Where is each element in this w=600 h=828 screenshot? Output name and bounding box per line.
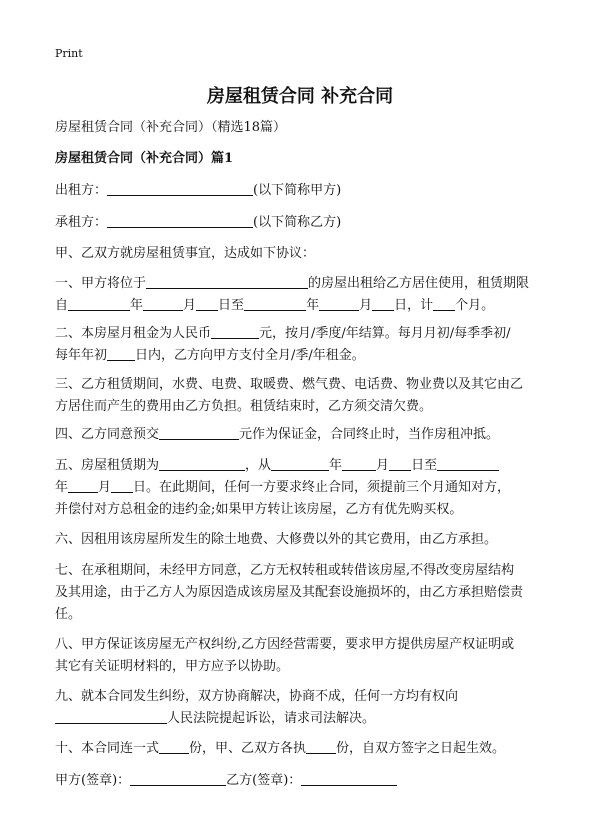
party-b-signature-blank[interactable] (301, 770, 397, 786)
clause-text: 日至 (218, 298, 245, 313)
clause-text: 个月。 (455, 298, 495, 313)
clause-text: 年 (329, 458, 343, 473)
blank-field[interactable] (159, 738, 189, 754)
clause-1-line-2 (55, 295, 555, 317)
lessee-label: 承租方： (55, 215, 108, 230)
blank-field[interactable] (372, 295, 394, 311)
clause-text: 四、乙方同意预交 (55, 427, 160, 442)
lessor-suffix: (以下简称甲方) (253, 183, 342, 198)
blank-field[interactable] (55, 708, 167, 724)
clause-9-line-1: 九、就本合同发生纠纷，双方协商解决，协商不成，任何一方均有权向 (55, 689, 459, 704)
clause-text: 日内，乙方向甲方支付全月/季/年租金。 (135, 348, 365, 363)
clause-text: 月 (183, 298, 197, 313)
clause-8-line-1: 八、甲方保证该房屋无产权纠纷,乙方因经营需要，要求甲方提供房屋产权证明或 (55, 637, 515, 652)
clause-5-line-2 (55, 477, 555, 499)
clause-7-line-2: 及其用途，由于乙方人为原因造成该房屋及其配套设施损坏的，由乙方承担赔偿责 (55, 585, 524, 600)
clause-7-line-3: 任。 (55, 607, 82, 622)
clause-2-line-1 (55, 323, 555, 345)
clause-3-line-2: 方居住而产生的费用由乙方负担。租赁结束时，乙方须交清欠费。 (55, 399, 433, 414)
blank-field[interactable] (271, 455, 329, 471)
lessor-line (55, 180, 555, 202)
clause-text: 年 (130, 298, 144, 313)
lessee-suffix: (以下简称乙方) (253, 215, 342, 230)
clause-3-line-1: 三、乙方租赁期间，水费、电费、取暖费、燃气费、电话费、物业费以及其它由乙 (55, 377, 524, 392)
party-b-signature-label: 乙方(签章)： (226, 773, 302, 788)
clause-text: 日。在此期间，任何一方要求终止合同，须提前三个月通知对方， (133, 480, 511, 495)
clause-text: 五、房屋租赁期为 (55, 458, 160, 473)
clause-text: 十、本合同连一式 (55, 741, 160, 756)
clause-text: 份，自双方签字之日起生效。 (336, 741, 506, 756)
blank-field[interactable] (342, 455, 376, 471)
blank-field[interactable] (111, 477, 133, 493)
clause-9-line-2 (55, 708, 555, 730)
blank-field[interactable] (196, 295, 218, 311)
clause-10 (55, 738, 555, 760)
blank-field[interactable] (68, 295, 130, 311)
blank-field[interactable] (146, 273, 308, 289)
clause-text: 元作为保证金，合同终止时，当作房租冲抵。 (239, 427, 500, 442)
party-a-signature-label: 甲方(签章)： (55, 773, 131, 788)
blank-field[interactable] (143, 295, 183, 311)
clause-text: 日，计 (394, 298, 434, 313)
clause-text: 自 (55, 298, 69, 313)
clause-text: 人民法院提起诉讼，请求司法解决。 (167, 711, 376, 726)
lessee-blank[interactable] (107, 212, 253, 228)
clause-2-line-2 (55, 345, 555, 367)
blank-field[interactable] (68, 477, 98, 493)
print-label: Print (55, 47, 83, 60)
clause-text: 日至 (411, 458, 438, 473)
clause-text: 一、甲方将位于 (55, 276, 147, 291)
intro-text: 甲、乙双方就房屋租赁事宜，达成如下协议： (55, 246, 316, 261)
blank-field[interactable] (389, 455, 411, 471)
clause-text: 月 (359, 298, 373, 313)
clause-7-line-1: 七、在承租期间，未经甲方同意，乙方无权转租或转借该房屋,不得改变房屋结构 (55, 563, 515, 578)
clause-text: ，从 (245, 458, 272, 473)
blank-field[interactable] (159, 455, 245, 471)
clause-text: 年 (306, 298, 320, 313)
clause-text: 每年年初 (55, 348, 108, 363)
section-heading: 房屋租赁合同（补充合同）篇1 (55, 151, 234, 166)
lessor-blank[interactable] (107, 180, 253, 196)
clause-text: 元，按月/季度/年结算。每月月初/每季季初/ (259, 326, 511, 341)
clause-5-line-1 (55, 455, 555, 477)
lessor-label: 出租方： (55, 183, 108, 198)
lessee-line (55, 212, 555, 234)
clause-text: 月 (376, 458, 390, 473)
blank-field[interactable] (107, 345, 135, 361)
clause-text: 月 (98, 480, 112, 495)
blank-field[interactable] (433, 295, 455, 311)
clause-4-line-1 (55, 424, 555, 446)
document-title: 房屋租赁合同 补充合同 (206, 86, 394, 107)
blank-field[interactable] (159, 424, 239, 440)
blank-field[interactable] (437, 455, 499, 471)
clause-5-line-3: 并偿付对方总租金的违约金;如果甲方转让该房屋，乙方有优先购买权。 (55, 502, 463, 517)
clause-6: 六、因租用该房屋所发生的除土地费、大修费以外的其它费用，由乙方承担。 (55, 532, 498, 547)
clause-text: 份，甲、乙双方各执 (189, 741, 307, 756)
party-a-signature-blank[interactable] (130, 770, 226, 786)
signature-line (55, 770, 555, 792)
clause-text: 的房屋出租给乙方居住使用，租赁期限 (308, 276, 530, 291)
blank-field[interactable] (319, 295, 359, 311)
clause-text: 年 (55, 480, 69, 495)
blank-field[interactable] (306, 738, 336, 754)
clause-8-line-2: 其它有关证明材料的，甲方应予以协助。 (55, 659, 290, 674)
clause-text: 二、本房屋月租金为人民币 (55, 326, 212, 341)
clause-1-line-1 (55, 273, 555, 295)
document-subtitle: 房屋租赁合同（补充合同）（精选18篇） (55, 120, 287, 135)
blank-field[interactable] (244, 295, 306, 311)
blank-field[interactable] (211, 323, 259, 339)
